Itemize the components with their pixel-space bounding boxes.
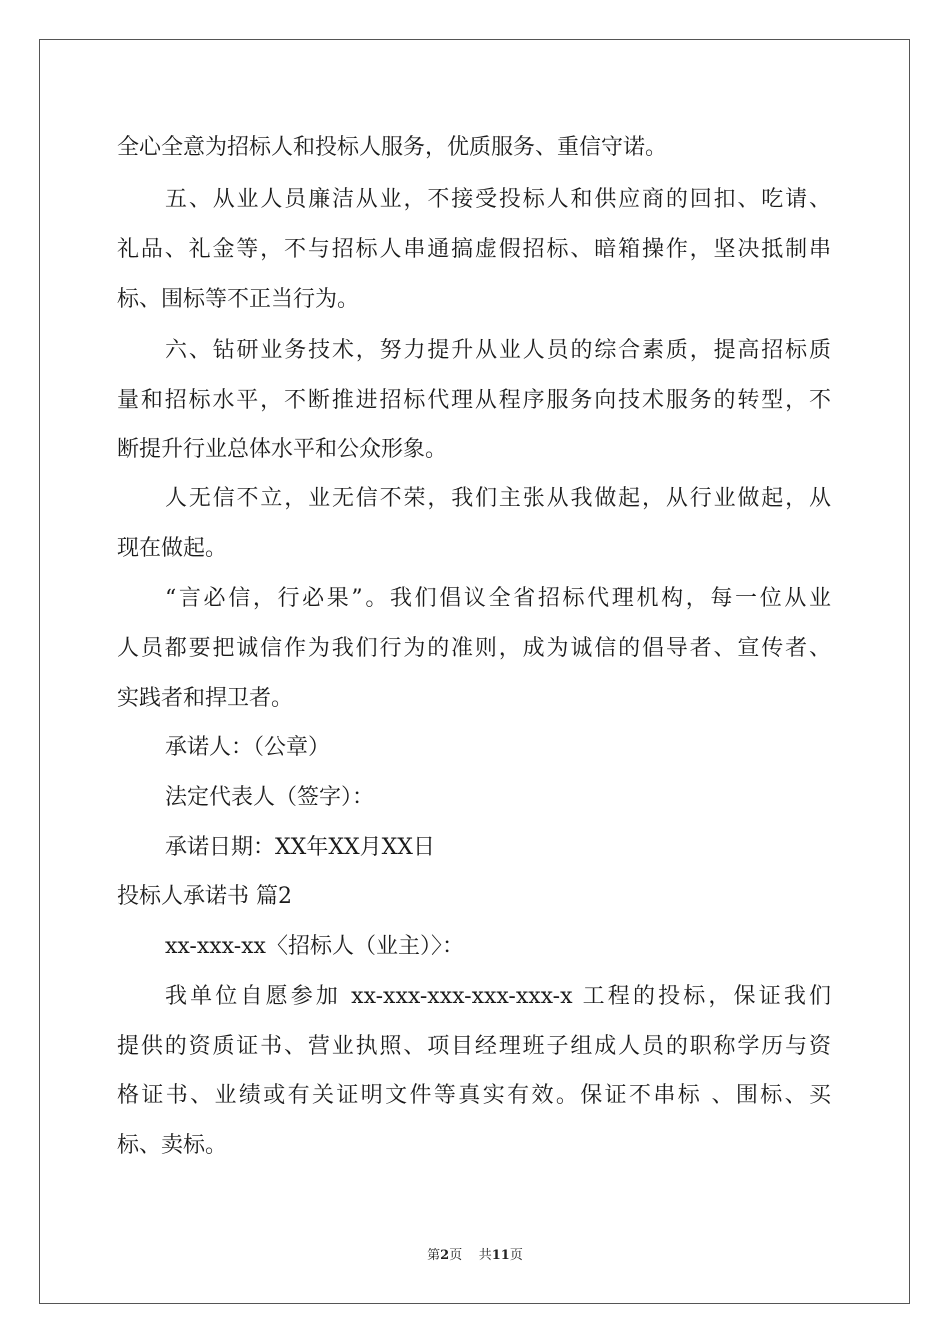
text-line: 断提升行业总体水平和公众形象。 (117, 437, 448, 462)
signatory-line: 承诺人：（公章） (165, 735, 331, 760)
text-line: 人员都要把诚信作为我们行为的准则，成为诚信的倡导者、宣传者、 (117, 636, 831, 661)
text-line: 标、围标等不正当行为。 (117, 287, 360, 312)
page-footer (0, 1244, 950, 1263)
page-suffix: 页 (449, 1248, 463, 1263)
text-line: 现在做起。 (117, 536, 228, 561)
text-line: 格证书、业绩或有关证明文件等真实有效。保证不串标 、围标、买 (117, 1083, 831, 1108)
text-line: 全心全意为招标人和投标人服务，优质服务、重信守诺。 (117, 135, 668, 160)
total-prefix: 共 (478, 1248, 492, 1263)
text-line: 人无信不立，业无信不荣，我们主张从我做起，从行业做起，从 (165, 486, 831, 511)
text-line: 标、卖标。 (117, 1133, 228, 1158)
text-line: 六、钻研业务技术，努力提升从业人员的综合素质，提高招标质 (165, 338, 831, 363)
text-line: 五、从业人员廉洁从业，不接受投标人和供应商的回扣、吃请、 (165, 187, 831, 212)
section-heading: 投标人承诺书 篇2 (117, 884, 292, 909)
page-border (39, 39, 910, 1304)
text-line: “言必信，行必果”。我们倡议全省招标代理机构，每一位从业 (165, 586, 831, 611)
addressee-line: xx-xxx-xx〈招标人（业主）〉： (165, 934, 464, 959)
legal-representative-line: 法定代表人（签字）： (165, 785, 375, 810)
text-line: 提供的资质证书、营业执照、项目经理班子组成人员的职称学历与资 (117, 1034, 831, 1059)
text-line: 我单位自愿参加 xx-xxx-xxx-xxx-xxx-x 工程的投标，保证我们 (165, 984, 831, 1009)
text-line: 量和招标水平，不断推进招标代理从程序服务向技术服务的转型，不 (117, 388, 831, 413)
page-prefix: 第 (427, 1248, 441, 1263)
total-suffix: 页 (509, 1248, 523, 1263)
text-line: 实践者和捍卫者。 (117, 686, 294, 711)
text-line: 礼品、礼金等，不与招标人串通搞虚假招标、暗箱操作，坚决抵制串 (117, 237, 831, 262)
total-pages: 11 (491, 1248, 510, 1263)
page-number: 2 (440, 1248, 450, 1263)
commitment-date-line: 承诺日期：XX年XX月XX日 (165, 835, 435, 860)
